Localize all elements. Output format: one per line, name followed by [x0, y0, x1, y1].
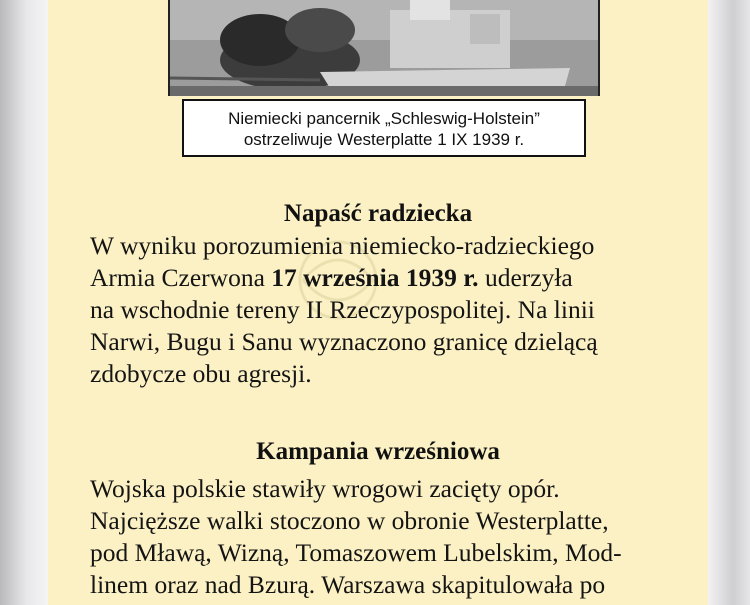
- text-line: Narwi, Bugu i Sanu wyznaczono granicę dzielącą: [90, 327, 598, 356]
- caption-line-2: ostrzeliwuje Westerplatte 1 IX 1939 r.: [243, 130, 525, 149]
- text-line: [90, 262, 670, 294]
- frame-left: [0, 0, 48, 605]
- frame-right: [708, 0, 750, 605]
- text-fragment: Armia Czerwona: [90, 263, 272, 292]
- text-line: zdobycze obu agresji.: [90, 359, 312, 388]
- battleship-photo: [168, 0, 600, 96]
- text-line: W wyniku porozumienia niemiecko-radzieckiego: [90, 231, 595, 260]
- exhibit-panel: [48, 0, 708, 605]
- text-line: na wschodnie tereny II Rzeczypospolitej. Na linii: [90, 295, 595, 324]
- text-line: pod Mławą, Wizną, Tomaszowem Lubelskim, Mod-: [90, 538, 622, 567]
- section-title-september-campaign: Kampania wrześniowa: [256, 438, 500, 465]
- date-highlight: 17 września 1939 r.: [271, 263, 479, 292]
- section-title-soviet-invasion: Napaść radziecka: [283, 200, 473, 227]
- section-text-soviet-invasion: [90, 230, 670, 390]
- text-line: Wojska polskie stawiły wrogowi zacięty opór.: [90, 474, 560, 503]
- text-fragment: uderzyła: [478, 263, 573, 292]
- text-line: linem oraz nad Bzurą. Warszawa skapitulowała po: [90, 570, 606, 599]
- photo-caption: [182, 99, 586, 157]
- caption-line-1: Niemiecki pancernik „Schleswig-Holstein”: [228, 109, 540, 128]
- section-text-september-campaign: [90, 473, 670, 601]
- text-line: Najcięższe walki stoczono w obronie Westerplatte,: [90, 506, 609, 535]
